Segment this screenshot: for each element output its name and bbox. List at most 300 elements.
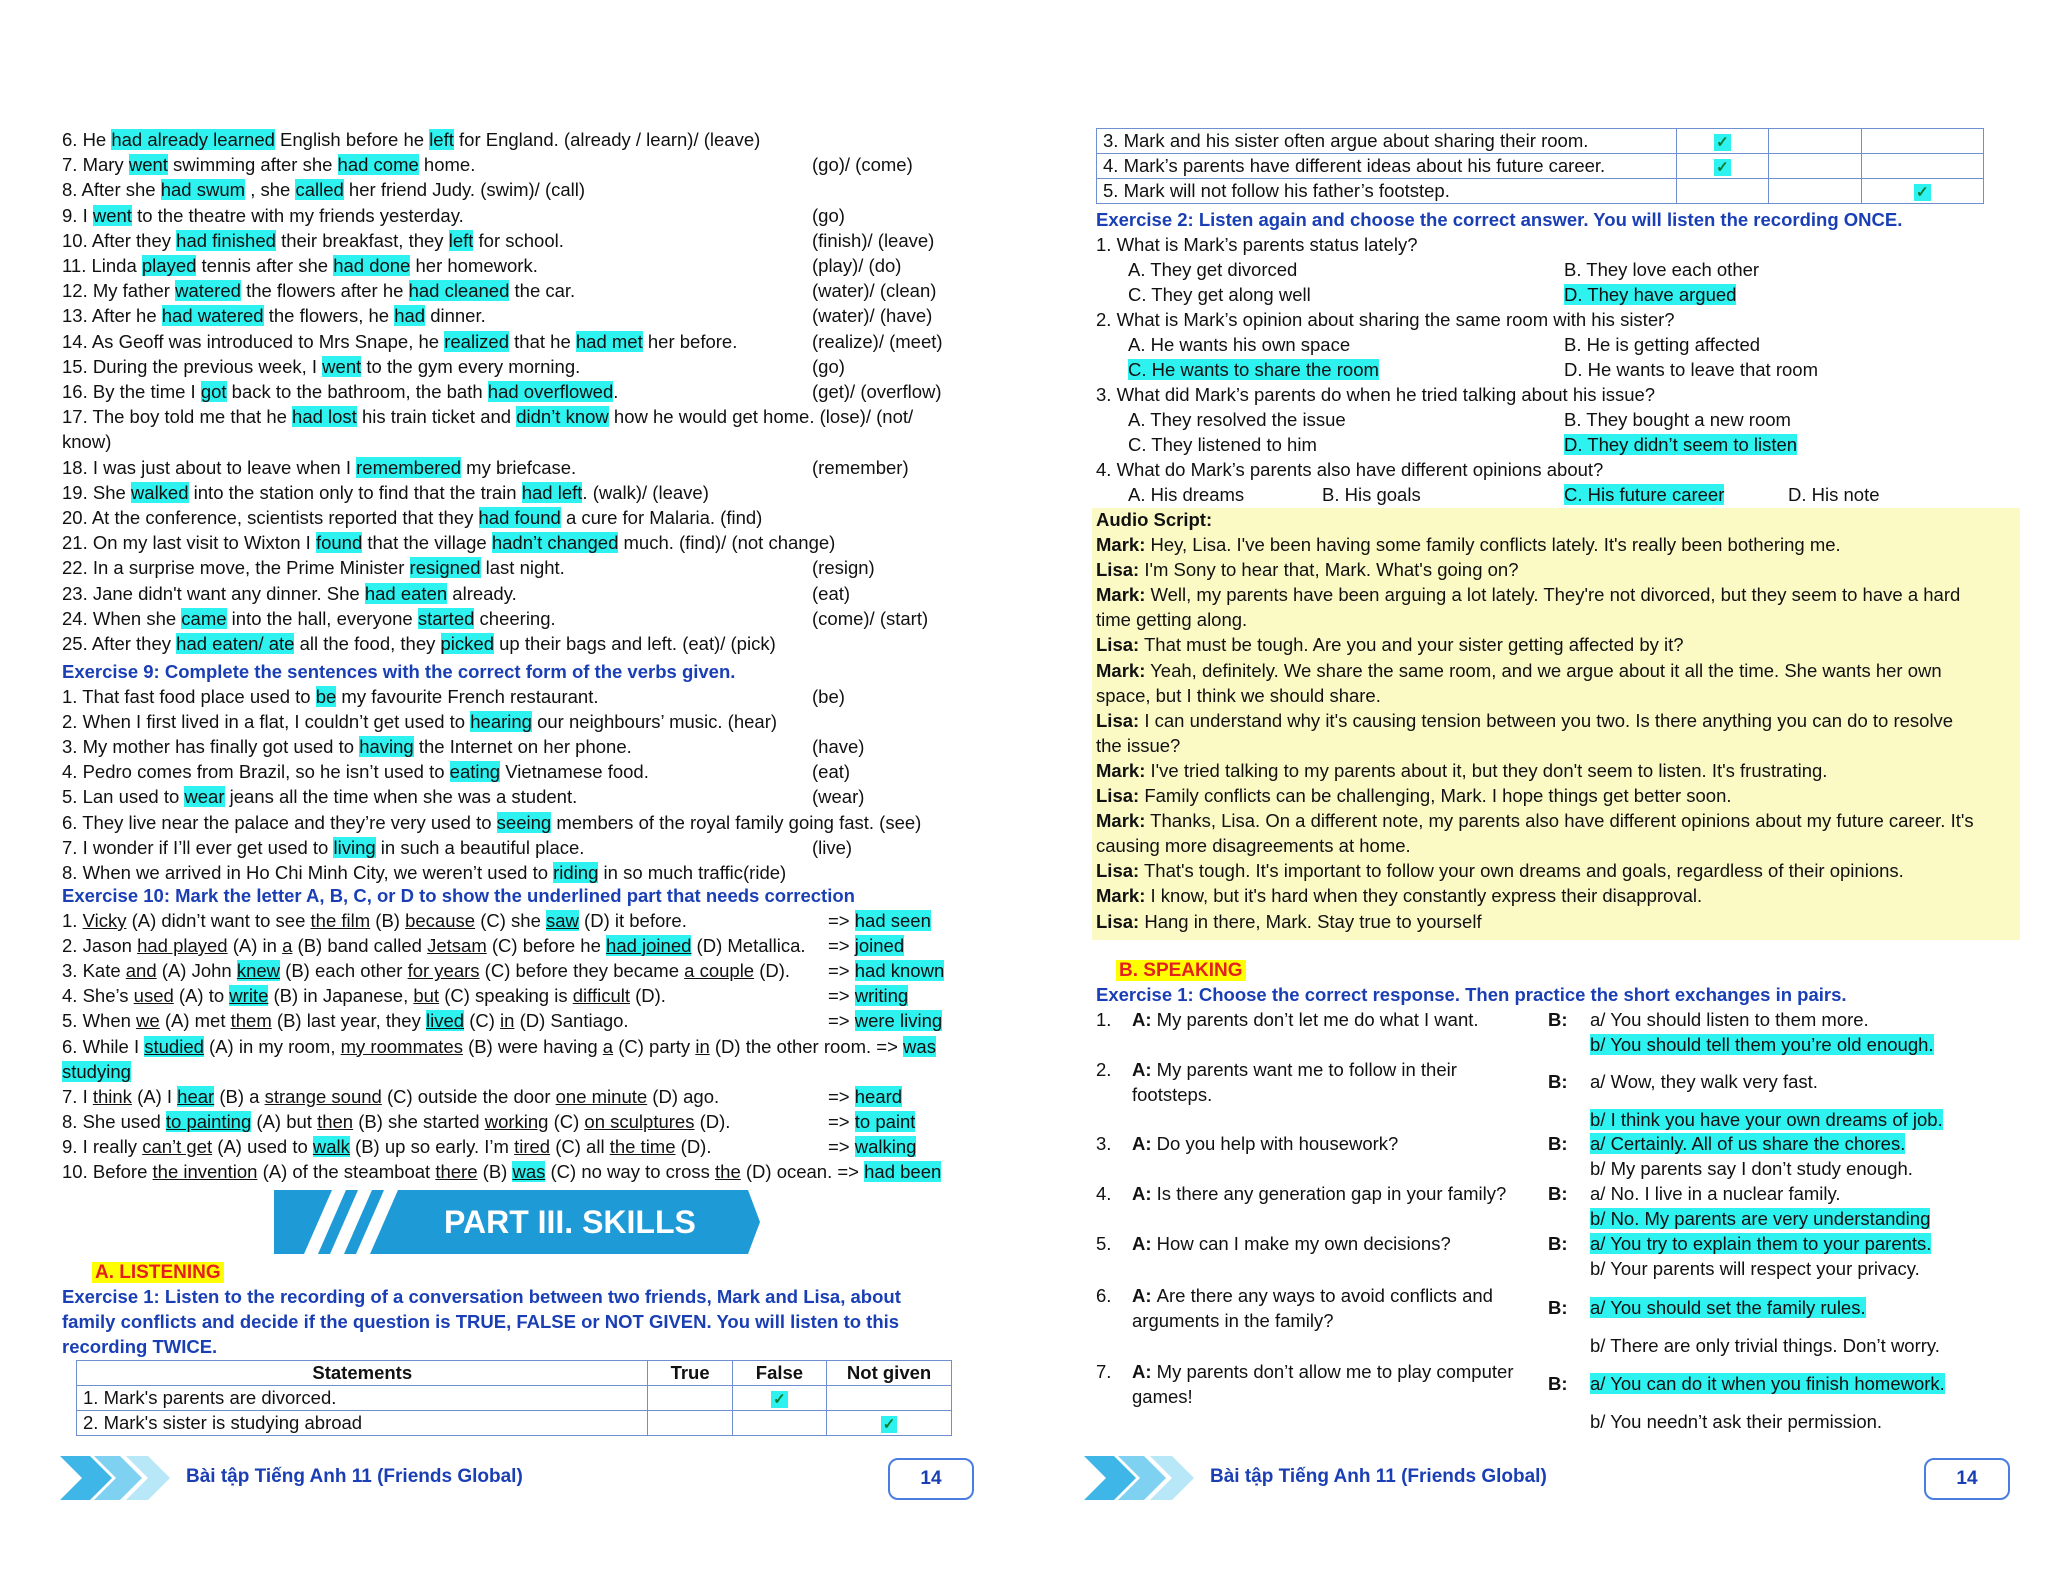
exercise-line xyxy=(62,556,565,580)
speaker-name: Lisa: xyxy=(1096,860,1140,882)
speaker-b-label: B: xyxy=(1548,1133,1568,1154)
answer-highlight: went xyxy=(128,154,168,176)
text-run: (C) before they became xyxy=(479,960,685,982)
text-run: 10. After they xyxy=(62,229,177,251)
text-run: 6. They live near the palace and they’re very used to xyxy=(62,811,497,833)
text-run: (B) up so early. I’m xyxy=(349,1135,515,1157)
text-run: 25. After they xyxy=(62,633,177,654)
response-option-b: b/ You should tell them you’re old enough. xyxy=(1590,1034,1934,1055)
text-run: 11. Linda xyxy=(62,255,142,276)
q1-option-b: B. They love each other xyxy=(1564,259,1760,280)
text-run: English before he xyxy=(274,129,430,150)
text-run: 1. That fast food place used to xyxy=(62,686,316,707)
text-run: 8. She used xyxy=(62,1110,166,1132)
exercise-line xyxy=(62,330,737,354)
text-run: dinner. xyxy=(425,305,486,327)
exercise-9-line xyxy=(62,811,921,835)
text-run: (D). xyxy=(629,985,666,1007)
check-icon: ✓ xyxy=(882,1416,896,1433)
answer-cell-notgiven xyxy=(1861,179,1983,204)
q4-option-a: A. His dreams xyxy=(1128,484,1245,505)
table-row xyxy=(77,1386,952,1411)
answer-highlight: studying xyxy=(62,1060,131,1082)
exercise-9-line xyxy=(62,836,584,860)
verb-hint: (wear) xyxy=(812,786,865,808)
question-4: 4. What do Mark’s parents also have different opinions about? xyxy=(1096,459,1604,480)
answer-highlight: knew xyxy=(236,960,281,982)
statement-cell: 2. Mark's sister is studying abroad xyxy=(77,1411,648,1436)
answer-highlight: wear xyxy=(184,786,225,808)
speaker-name: Mark: xyxy=(1096,759,1146,781)
exercise-line xyxy=(62,632,776,656)
answer-highlight: had finished xyxy=(176,229,276,251)
response-option-a: a/ You can do it when you finish homework. xyxy=(1590,1373,1945,1394)
text-run: Jetsam xyxy=(427,935,487,957)
exercise-line xyxy=(62,204,464,228)
exercise-10-line xyxy=(62,1035,936,1059)
page-number: 14 xyxy=(888,1458,974,1500)
right-page xyxy=(1024,0,2048,1582)
exercise-line xyxy=(62,531,835,555)
check-icon: ✓ xyxy=(1716,134,1729,151)
text-run: used xyxy=(133,985,174,1007)
text-run: (A) used to xyxy=(212,1135,313,1157)
text-run: to the gym every morning. xyxy=(361,355,581,377)
answer-highlight: had xyxy=(394,305,426,327)
text-run: 7. I xyxy=(62,1085,93,1107)
correction-answer: => writing xyxy=(828,985,909,1007)
answer-highlight: realized xyxy=(444,330,510,352)
q4-option-c: C. His future career xyxy=(1564,484,1725,505)
text-run: 4. Pedro comes from Brazil, so he isn’t used to xyxy=(62,761,450,783)
exercise-9-line xyxy=(62,710,777,734)
answer-highlight: left xyxy=(429,129,454,150)
text-run: her homework. xyxy=(410,255,538,276)
exercise-10-title: Exercise 10: Mark the letter A, B, C, or D to show the underlined part that needs correction xyxy=(62,885,855,906)
check-icon: ✓ xyxy=(773,1391,786,1408)
exercise-9-line xyxy=(62,760,649,784)
text-run: think xyxy=(92,1085,132,1107)
verb-hint: (finish)/ (leave) xyxy=(812,229,935,251)
answer-highlight: had lost xyxy=(292,406,357,428)
exercise-10-line xyxy=(62,909,687,933)
text-run: already. xyxy=(447,582,517,604)
text-run: (A) of the steamboat xyxy=(257,1161,436,1182)
col-true: True xyxy=(648,1361,732,1386)
text-run: (D) the other room. => xyxy=(709,1035,904,1057)
speaker-a-line: A: My parents don’t let me do what I want. xyxy=(1132,1009,1479,1030)
text-run: 2. Jason xyxy=(62,935,138,957)
response-option-a: a/ No. I live in a nuclear family. xyxy=(1590,1183,1841,1204)
answer-cell-true xyxy=(648,1411,732,1436)
exercise-line xyxy=(62,405,913,429)
exercise-line xyxy=(62,128,760,152)
exercise-line xyxy=(62,229,564,253)
text-run: in such a beautiful place. xyxy=(375,836,585,858)
correction-answer: => heard xyxy=(828,1085,903,1107)
exercise-line xyxy=(62,582,517,606)
table-row xyxy=(1097,154,1984,179)
verb-hint: (come)/ (start) xyxy=(812,607,929,629)
speaker-name: Mark: xyxy=(1096,659,1146,681)
text-run: tired xyxy=(514,1135,551,1157)
text-run: the film xyxy=(310,910,371,931)
q2-option-b: B. He is getting affected xyxy=(1564,334,1761,355)
text-run: the time xyxy=(609,1135,676,1157)
speaker-b-label: B: xyxy=(1548,1297,1568,1318)
text-run: and xyxy=(125,960,157,982)
answer-cell-false xyxy=(1769,154,1861,179)
answer-cell-false xyxy=(732,1386,826,1411)
text-run: into the station only to find that the train xyxy=(188,481,522,503)
text-run: a xyxy=(602,1035,614,1057)
verb-hint: (live) xyxy=(812,836,853,858)
answer-cell-false xyxy=(1769,129,1861,154)
part-three-banner xyxy=(274,1190,760,1254)
q3-option-d: D. They didn’t seem to listen xyxy=(1564,434,1798,455)
text-run: the invention xyxy=(152,1161,258,1182)
answer-highlight: had been xyxy=(864,1161,942,1182)
q1-option-a: A. They get divorced xyxy=(1128,259,1298,280)
speaker-b-label: B: xyxy=(1548,1071,1568,1092)
text-run: home. xyxy=(418,154,476,176)
exercise-line xyxy=(62,178,585,202)
answer-highlight: was xyxy=(903,1035,936,1057)
script-line: Mark: I've tried talking to my parents about it, but they don't seem to listen. It's frustrating. xyxy=(1096,759,1828,781)
text-run: (C) outside the door xyxy=(381,1085,556,1107)
answer-highlight: resigned xyxy=(409,557,481,579)
verb-hint: (water)/ (clean) xyxy=(812,280,937,302)
exchange-number: 4. xyxy=(1096,1183,1112,1204)
response-option-a: a/ You should listen to them more. xyxy=(1590,1009,1869,1030)
speaker-name: Lisa: xyxy=(1096,709,1140,731)
check-icon: ✓ xyxy=(1916,184,1929,201)
script-line: space, but I think we should share. xyxy=(1096,684,1381,706)
answer-highlight: walk xyxy=(312,1135,350,1157)
script-line: Lisa: Hang in there, Mark. Stay true to yourself xyxy=(1096,910,1482,932)
script-line: Mark: I know, but it's hard when they constantly express their disapproval. xyxy=(1096,885,1703,907)
text-run: jeans all the time when she was a student. xyxy=(224,786,578,808)
q3-option-c: C. They listened to him xyxy=(1128,434,1317,455)
text-run: much. (find)/ (not change) xyxy=(618,532,836,554)
text-run: them xyxy=(230,1010,272,1032)
text-run: (B) in Japanese, xyxy=(268,985,414,1007)
text-run: (D) it before. xyxy=(578,910,687,931)
text-run: his train ticket and xyxy=(356,406,517,428)
text-run: (C) all xyxy=(550,1135,610,1157)
verb-hint: (eat) xyxy=(812,582,851,604)
text-run: my briefcase. xyxy=(461,456,577,478)
answer-highlight: to painting xyxy=(165,1110,252,1132)
footer-chevron-icon xyxy=(60,1456,170,1500)
q2-option-c: C. He wants to share the room xyxy=(1128,359,1379,380)
exercise-line xyxy=(62,607,556,631)
response-option-a: a/ Wow, they walk very fast. xyxy=(1590,1071,1818,1092)
answer-highlight: found xyxy=(315,532,363,554)
text-run: cheering. xyxy=(474,607,556,629)
exchange-number: 5. xyxy=(1096,1233,1112,1254)
answer-highlight: left xyxy=(448,229,474,251)
correction-answer: => to paint xyxy=(828,1110,916,1132)
speaker-name: Mark: xyxy=(1096,534,1146,555)
answer-cell-true xyxy=(1676,154,1769,179)
answer-highlight: had come xyxy=(337,154,419,176)
text-run: 7. I wonder if I’ll ever get used to xyxy=(62,836,334,858)
text-run: in so much traffic(ride) xyxy=(598,861,787,883)
correction-answer: => had known xyxy=(828,960,945,982)
answer-highlight: watered xyxy=(175,280,241,302)
text-run: (D) Santiago. xyxy=(514,1010,629,1032)
answer-highlight: came xyxy=(181,607,227,629)
verb-hint: (resign) xyxy=(812,557,875,579)
listening-label: A. LISTENING xyxy=(92,1260,224,1285)
statements-table xyxy=(76,1360,952,1436)
text-run: a couple xyxy=(684,960,755,982)
answer-highlight: having xyxy=(359,736,414,758)
text-run: that he xyxy=(509,330,576,352)
speaker-a-line-cont: games! xyxy=(1132,1386,1193,1407)
text-run: for school. xyxy=(473,229,564,251)
answer-cell-false xyxy=(732,1411,826,1436)
text-run: members of the royal family going fast. (see) xyxy=(551,811,922,833)
text-run: 13. After he xyxy=(62,305,162,327)
script-line: Lisa: That's tough. It's important to follow your own dreams and goals, regardless of their opinions. xyxy=(1096,860,1904,882)
answer-highlight: write xyxy=(229,985,269,1007)
script-line: Mark: Yeah, definitely. We share the same room, and we argue about it all the time. She wants her own xyxy=(1096,659,1942,681)
response-option-b: b/ You needn’t ask their permission. xyxy=(1590,1411,1883,1432)
answer-highlight: picked xyxy=(440,633,494,654)
text-run: (B) were having xyxy=(462,1035,603,1057)
answer-highlight: hearing xyxy=(470,711,532,733)
text-run: (B) xyxy=(370,910,406,931)
answer-highlight: had met xyxy=(575,330,643,352)
answer-highlight: had cleaned xyxy=(408,280,510,302)
q2-option-a: A. He wants his own space xyxy=(1128,334,1351,355)
speaker-a-line: A: My parents don’t allow me to play computer xyxy=(1132,1361,1514,1382)
text-run: strange sound xyxy=(264,1085,382,1107)
exercise-line xyxy=(62,456,576,480)
text-run: we xyxy=(136,1010,160,1032)
verb-hint: (realize)/ (meet) xyxy=(812,330,943,352)
verb-hint: (get)/ (overflow) xyxy=(812,381,942,402)
text-run: Vicky xyxy=(82,910,127,931)
text-run: 8. After she xyxy=(62,179,161,201)
text-run: (B) a xyxy=(214,1085,265,1107)
text-run: our neighbours’ music. (hear) xyxy=(531,711,778,733)
response-option-a: a/ You should set the family rules. xyxy=(1590,1297,1866,1318)
listening-ex1-line3: recording TWICE. xyxy=(62,1336,218,1357)
text-run: had played xyxy=(137,935,228,957)
text-run: (A) met xyxy=(159,1010,231,1032)
verb-hint: (play)/ (do) xyxy=(812,255,902,276)
speaker-b-label: B: xyxy=(1548,1373,1568,1394)
question-1: 1. What is Mark’s parents status lately? xyxy=(1096,234,1418,255)
text-run: 18. I was just about to leave when I xyxy=(62,456,357,478)
q1-option-d: D. They have argued xyxy=(1564,284,1737,305)
answer-highlight: started xyxy=(417,607,475,629)
text-run: 9. I xyxy=(62,204,93,226)
text-run: . (walk)/ (leave) xyxy=(582,481,709,503)
response-option-b: b/ I think you have your own dreams of job. xyxy=(1590,1109,1943,1130)
text-run: 5. When xyxy=(62,1010,137,1032)
exercise-2-title: Exercise 2: Listen again and choose the correct answer. You will listen the recording ONCE. xyxy=(1096,209,1903,230)
verb-hint: (be) xyxy=(812,686,845,707)
text-run: 16. By the time I xyxy=(62,381,201,402)
text-run: but xyxy=(413,985,440,1007)
verb-hint: (water)/ (have) xyxy=(812,305,933,327)
answer-highlight: walked xyxy=(130,481,189,503)
answer-highlight: called xyxy=(295,179,344,201)
speaking-label: B. SPEAKING xyxy=(1116,958,1246,983)
text-run: Vietnamese food. xyxy=(500,761,649,783)
speaker-b-label: B: xyxy=(1548,1183,1568,1204)
text-run: 9. I really xyxy=(62,1135,143,1157)
answer-cell-true xyxy=(1676,129,1769,154)
col-statements: Statements xyxy=(77,1361,648,1386)
text-run: their breakfast, they xyxy=(275,229,449,251)
text-run: working xyxy=(484,1110,549,1132)
text-run: 6. He xyxy=(62,129,112,150)
text-run: the flowers, he xyxy=(263,305,395,327)
text-run: (A) John xyxy=(156,960,237,982)
script-line: Lisa: I'm Sony to hear that, Mark. What's going on? xyxy=(1096,559,1519,581)
listening-ex1-line1: Exercise 1: Listen to the recording of a conversation between two friends, Mark and Lisa, about xyxy=(62,1286,901,1307)
text-run: my roommates xyxy=(340,1035,463,1057)
text-run: to the theatre with my friends yesterday. xyxy=(131,204,464,226)
text-run: 7. Mary xyxy=(62,154,129,176)
q3-option-a: A. They resolved the issue xyxy=(1128,409,1346,430)
text-run: 2. When I first lived in a flat, I couldn’t get used to xyxy=(62,711,471,733)
audio-script-title: Audio Script: xyxy=(1096,509,1213,530)
page-number: 14 xyxy=(1924,1458,2010,1500)
statements-table-continued xyxy=(1096,128,1984,204)
text-run: up their bags and left. (eat)/ (pick) xyxy=(494,633,776,654)
verb-hint: (go) xyxy=(812,204,845,226)
exercise-10-line xyxy=(62,934,806,958)
question-2: 2. What is Mark’s opinion about sharing the same room with his sister? xyxy=(1096,309,1675,330)
text-run: know) xyxy=(62,431,112,453)
banner-title: PART III. SKILLS xyxy=(444,1204,696,1240)
text-run: 20. At the conference, scientists reported that they xyxy=(62,507,479,528)
answer-cell-notgiven xyxy=(1861,154,1983,179)
speaker-name: Lisa: xyxy=(1096,910,1140,932)
exercise-10-line xyxy=(62,1135,711,1159)
answer-highlight: saw xyxy=(546,910,579,931)
text-run: (C) xyxy=(548,1110,585,1132)
text-run: then xyxy=(317,1110,354,1132)
speaker-name: Mark: xyxy=(1096,885,1146,907)
answer-highlight: living xyxy=(333,836,376,858)
exercise-10-line xyxy=(62,1085,719,1109)
text-run: 10. Before xyxy=(62,1161,153,1182)
table-row xyxy=(1097,179,1984,204)
response-option-b: b/ There are only trivial things. Don’t worry. xyxy=(1590,1335,1940,1356)
script-line: the issue? xyxy=(1096,734,1181,756)
q3-option-b: B. They bought a new room xyxy=(1564,409,1791,430)
correction-answer: => had seen xyxy=(828,910,931,931)
text-run: (C) she xyxy=(475,910,546,931)
text-run: one minute xyxy=(555,1085,648,1107)
answer-highlight: had eaten xyxy=(364,582,448,604)
text-run: my favourite French restaurant. xyxy=(336,686,599,707)
answer-highlight: had done xyxy=(333,255,411,276)
text-run: (C) speaking is xyxy=(439,985,573,1007)
text-run: 3. Kate xyxy=(62,960,126,982)
text-run: 24. When she xyxy=(62,607,182,629)
exercise-9-line xyxy=(62,685,598,709)
speaker-name: Lisa: xyxy=(1096,559,1140,581)
text-run: because xyxy=(405,910,476,931)
text-run: on sculptures xyxy=(584,1110,695,1132)
speaker-a-line: A: Is there any generation gap in your family? xyxy=(1132,1183,1507,1204)
text-run: (A) in xyxy=(227,935,283,957)
answer-cell-notgiven xyxy=(827,1411,952,1436)
text-run: , she xyxy=(245,179,296,201)
answer-cell-false xyxy=(1769,179,1861,204)
text-run: 8. When we arrived in Ho Chi Minh City, we weren’t used to xyxy=(62,861,554,883)
answer-highlight: didn’t know xyxy=(516,406,609,428)
text-run: how he would get home. (lose)/ (not/ xyxy=(608,406,914,428)
speaker-name: Lisa: xyxy=(1096,785,1140,806)
text-run: (C) party xyxy=(613,1035,696,1057)
exercise-line xyxy=(62,153,475,177)
exchange-number: 3. xyxy=(1096,1133,1112,1154)
text-run: all the food, they xyxy=(294,633,441,654)
statement-cell: 1. Mark's parents are divorced. xyxy=(77,1386,648,1411)
script-line: causing more disagreements at home. xyxy=(1096,835,1411,857)
response-option-a: a/ Certainly. All of us share the chores. xyxy=(1590,1133,1906,1154)
answer-cell-true xyxy=(1676,179,1769,204)
exchange-number: 6. xyxy=(1096,1285,1112,1306)
exchange-number: 2. xyxy=(1096,1059,1112,1080)
response-option-b: b/ No. My parents are very understanding xyxy=(1590,1208,1931,1229)
text-run: the flowers after he xyxy=(240,280,409,302)
text-run: (C) before he xyxy=(486,935,607,957)
text-run: her before. xyxy=(642,330,738,352)
exercise-10-line xyxy=(62,1009,629,1033)
text-run: 1. xyxy=(62,910,83,931)
text-run: 22. In a surprise move, the Prime Minister xyxy=(62,557,410,579)
answer-cell-notgiven xyxy=(1861,129,1983,154)
check-icon: ✓ xyxy=(1716,159,1729,176)
answer-highlight: got xyxy=(200,381,227,402)
script-line: Lisa: Family conflicts can be challenging, Mark. I hope things get better soon. xyxy=(1096,785,1732,806)
text-run: for years xyxy=(407,960,480,982)
exercise-line xyxy=(62,355,580,379)
text-run: difficult xyxy=(572,985,630,1007)
text-run: the Internet on her phone. xyxy=(413,736,632,758)
text-run: 15. During the previous week, I xyxy=(62,355,323,377)
statement-cell: 4. Mark’s parents have different ideas about his future career. xyxy=(1097,154,1677,179)
speaker-a-line: A: My parents want me to follow in their xyxy=(1132,1059,1457,1080)
answer-highlight: went xyxy=(92,204,132,226)
text-run: (D). xyxy=(675,1135,712,1157)
verb-hint: (go) xyxy=(812,355,845,377)
text-run: 6. While I xyxy=(62,1035,145,1057)
text-run: 12. My father xyxy=(62,280,176,302)
speaker-b-label: B: xyxy=(1548,1009,1568,1030)
table-row xyxy=(77,1411,952,1436)
text-run: 14. As Geoff was introduced to Mrs Snape, he xyxy=(62,330,445,352)
q1-option-c: C. They get along well xyxy=(1128,284,1311,305)
text-run: (B) she started xyxy=(353,1110,485,1132)
text-run: (A) I xyxy=(131,1085,178,1107)
footer-chevron-icon xyxy=(1084,1456,1194,1500)
correction-answer: => were living xyxy=(828,1010,943,1032)
answer-highlight: was xyxy=(512,1161,546,1182)
exercise-9-line xyxy=(62,861,786,885)
exercise-line xyxy=(62,304,486,328)
